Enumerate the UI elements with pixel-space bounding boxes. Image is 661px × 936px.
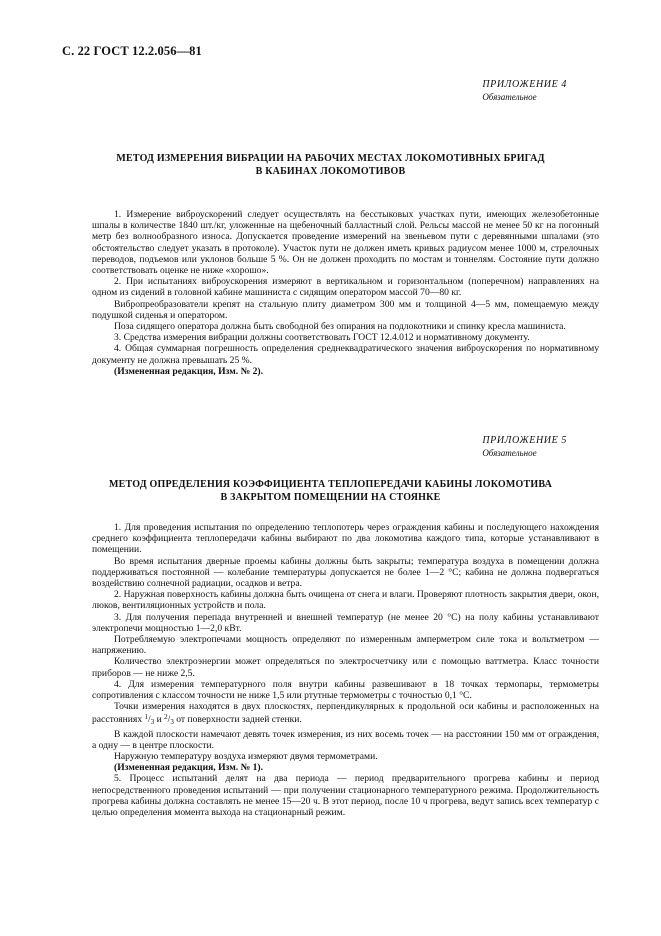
fraction-1-denominator: 3 bbox=[150, 718, 155, 727]
appendix-4-status: Обязательное bbox=[482, 92, 537, 102]
appendix-5-title-line2: В ЗАКРЫТОМ ПОМЕЩЕНИИ НА СТОЯНКЕ bbox=[220, 491, 441, 503]
appendix-4-paragraph-4: Поза сидящего оператора должна быть свободной без опирания на подлокотники и спинку кресла машиниста. bbox=[114, 321, 566, 333]
appendix-5-paragraph-6: Количество электроэнергии может определяться по электросчетчику или с помощью ваттметра. Класс точности приборов — не ниже 2,5. bbox=[92, 656, 599, 679]
appendix-4-label-block bbox=[482, 79, 567, 103]
paragraph-8-text-and: и bbox=[154, 714, 165, 726]
appendix-4-title-line2: В КАБИНАХ ЛОКОМОТИВОВ bbox=[255, 165, 406, 177]
appendix-4-title bbox=[62, 153, 599, 178]
appendix-5-paragraph-10: Наружную температуру воздуха измеряют двумя термометрами. bbox=[114, 751, 378, 763]
appendix-5-label-block bbox=[482, 435, 567, 459]
appendix-4-paragraph-1: 1. Измерение виброускорений следует осуществлять на бесстыковых участках пути, имеющих железобетонные шпалы в количестве 1840 шт./кг, уложенные на щебеночный балластный слой. Рельсы массой не менее 50 кг на погонный метр без волнообразного износа. Допускается проведение измерений на звеньевом пути с деревянными шпалами (это обстоятельство следует указать в протоколе). Участок пути не должен иметь кривых радиусом менее 1000 м, стрелочных переводов, подъемов или уклонов больше 5 %. Он не должен проходить по мостам и тоннелям. Состояние пути должно соответствовать оценке не ниже «хорошо». bbox=[92, 209, 599, 277]
appendix-4-amendment-note: (Измененная редакция, Изм. № 2). bbox=[114, 365, 264, 377]
appendix-5-paragraph-9: В каждой плоскости намечают девять точек измерения, из них восемь точек — на расстоянии 150 мм от ограждения, а одну — в центре плоскости. bbox=[92, 728, 599, 751]
appendix-4-paragraph-2: 2. При испытаниях виброускорения измеряют в вертикальном и горизонтальном (поперечном) направлениях на одном из сидений в головной кабине машиниста с сидящим оператором массой 70—80 кг. bbox=[92, 276, 599, 299]
appendix-5-paragraph-8: Точки измерения находятся в двух плоскостях, перпендикулярных к продольной оси кабины и расположенных на расстояниях $^1/_3$ и $^2/_3$ от поверхности задней стенки. bbox=[92, 701, 599, 727]
appendix-5-paragraph-12: 5. Процесс испытаний делят на два периода — период предварительного прогрева кабины и период непосредственного проведения испытаний — при получении стационарного температурного режима. Продолжительность прогрева кабины должна составлять не менее 15—20 ч. В этот период, после 10 ч прогрева, ведут запись всех температур с целью определения момента выхода на стационарный режим. bbox=[92, 773, 599, 819]
fraction-1-numerator: 1 bbox=[144, 713, 149, 722]
paragraph-8-text-b: от поверхности задней стенки. bbox=[173, 714, 302, 726]
appendix-5-title-line1: МЕТОД ОПРЕДЕЛЕНИЯ КОЭФФИЦИЕНТА ТЕПЛОПЕРЕДАЧИ КАБИНЫ ЛОКОМОТИВА bbox=[109, 479, 552, 490]
appendix-5-amendment-note: (Измененная редакция, Изм. № 1). bbox=[114, 762, 264, 774]
appendix-5-label: ПРИЛОЖЕНИЕ 5 bbox=[482, 435, 567, 446]
appendix-5-title bbox=[62, 479, 599, 504]
appendix-5-paragraph-1: 1. Для проведения испытания по определению теплопотерь через ограждения кабины и последующего нахождения среднего коэффициента теплопередачи кабины выбирают по два локомотива каждого типа, которые устанавливают в помещении. bbox=[92, 522, 599, 556]
appendix-5-paragraph-5: Потребляемую электропечами мощность определяют по измеренным амперметром силе тока и вольтметром — напряжению. bbox=[92, 634, 599, 657]
appendix-4-label: ПРИЛОЖЕНИЕ 4 bbox=[482, 79, 567, 90]
appendix-4-paragraph-5: 3. Средства измерения вибрации должны соответствовать ГОСТ 12.4.012 и нормативному документу. bbox=[114, 332, 530, 344]
appendix-4-body bbox=[92, 209, 599, 377]
appendix-5-status: Обязательное bbox=[482, 448, 537, 458]
appendix-5-paragraph-4: 3. Для получения перепада внутренней и внешней температур (не менее 20 °С) на полу кабины устанавливают электропечи мощностью 1—2,0 кВт. bbox=[92, 611, 599, 634]
appendix-5-paragraph-2: Во время испытания дверные проемы кабины должны быть закрыты; температура воздуха в помещении должна поддерживаться постоянной — колебание температуры допускается не более 1—2 °С; кабина не должна подвергаться воздействию солнечной радиации, осадков и ветра. bbox=[92, 555, 599, 590]
fraction-2-numerator: 2 bbox=[164, 713, 168, 722]
appendix-5-body bbox=[92, 522, 599, 818]
appendix-4-paragraph-3: Вибропреобразователи крепят на стальную плиту диаметром 300 мм и толщиной 4—5 мм, помещаемую между подушкой сиденья и оператором. bbox=[92, 298, 599, 321]
fraction-2-denominator: 3 bbox=[170, 718, 174, 727]
paragraph-8-text-a: Точки измерения находятся в двух плоскостях, перпендикулярных к продольной оси кабины и расположенных на расстояниях bbox=[92, 701, 599, 726]
appendix-5-paragraph-3: 2. Наружная поверхность кабины должна быть очищена от снега и влаги. Проверяют плотность закрытия двери, окон, люков, вентиляционных устройств и пола. bbox=[92, 589, 599, 612]
appendix-4-paragraph-6: 4. Общая суммарная погрешность определения среднеквадратического значения виброускорения по нормативному документу не должна превышать 25 %. bbox=[92, 343, 599, 366]
appendix-5-paragraph-7: 4. Для измерения температурного поля внутри кабины развешивают в 18 точках термопары, термометры сопротивления с классом точности не ниже 1,5 или ртутные термометры с точностью 0,1 °С. bbox=[92, 678, 599, 702]
appendix-4-title-line1: МЕТОД ИЗМЕРЕНИЯ ВИБРАЦИИ НА РАБОЧИХ МЕСТАХ ЛОКОМОТИВНЫХ БРИГАД bbox=[116, 153, 545, 164]
page-header: С. 22 ГОСТ 12.2.056—81 bbox=[62, 44, 202, 58]
